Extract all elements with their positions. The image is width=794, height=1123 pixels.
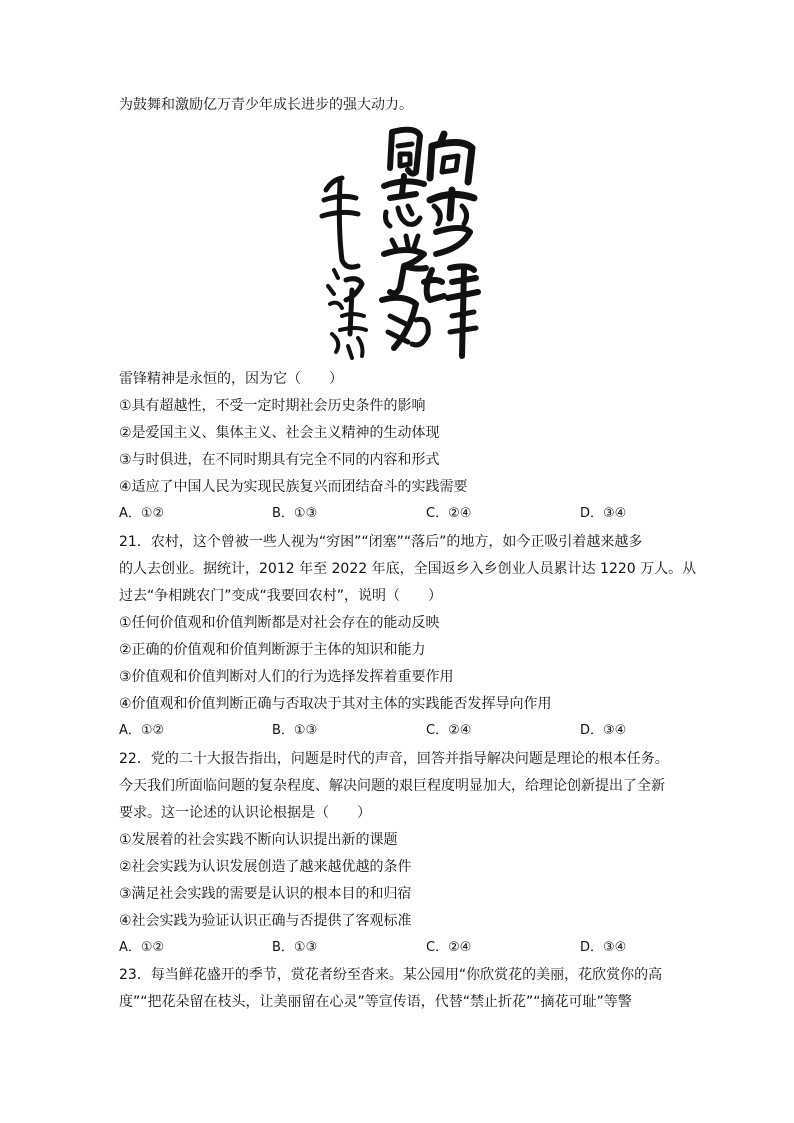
q20-item-1: ①具有超越性，不受一定时期社会历史条件的影响	[119, 398, 426, 414]
q21-item-2: ②正确的价值观和价值判断源于主体的知识和能力	[119, 642, 426, 658]
q21-item-3: ③价值观和价值判断对人们的行为选择发挥着重要作用	[119, 669, 454, 685]
calligraphy-column-signature	[322, 178, 366, 358]
q22-option-b: B．①③	[272, 940, 318, 955]
q21-stem-line-3: 过去“争相跳农门”变成“我要回农村”，说明（ ）	[119, 588, 443, 604]
calligraphy-image	[312, 120, 488, 360]
q20-item-2: ②是爱国主义、集体主义、社会主义精神的生动体现	[119, 425, 440, 441]
q23-stem-line-1: 23．每当鲜花盛开的季节，赏花者纷至沓来。某公园用“你欣赏花的美丽，花欣赏你的高	[119, 967, 663, 983]
q22-option-a: A．①②	[119, 940, 165, 955]
q22-item-1: ①发展着的社会实践不断向认识提出新的课题	[119, 832, 398, 848]
q21-options	[119, 722, 679, 740]
intro-line: 为鼓舞和激励亿万青少年成长进步的强大动力。	[119, 97, 413, 113]
q22-stem-line-1: 22．党的二十大报告指出，问题是时代的声音，回答并指导解决问题是理论的根本任务。	[119, 751, 669, 767]
q22-item-4: ④社会实践为验证认识正确与否提供了客观标准	[119, 913, 412, 929]
q20-options	[119, 505, 679, 523]
q21-item-1: ①任何价值观和价值判断都是对社会存在的能动反映	[119, 615, 440, 631]
q20-option-c: C．②④	[426, 506, 472, 521]
q20-item-3: ③与时俱进，在不同时期具有完全不同的内容和形式	[119, 452, 440, 468]
q21-item-4: ④价值观和价值判断正确与否取决于其对主体的实践能否发挥导向作用	[119, 696, 552, 712]
q22-stem-line-3: 要求。这一论述的认识论根据是（ ）	[119, 805, 371, 821]
q21-option-d: D．③④	[580, 723, 627, 738]
calligraphy-column-right	[424, 134, 478, 356]
q22-stem-line-2: 今天我们所面临问题的复杂程度、解决问题的艰巨程度明显加大，给理论创新提出了全新	[119, 778, 665, 794]
q21-option-a: A．①②	[119, 723, 165, 738]
q21-option-b: B．①③	[272, 723, 318, 738]
q20-item-4: ④适应了中国人民为实现民族复兴而团结奋斗的实践需要	[119, 479, 468, 495]
q20-option-d: D．③④	[580, 506, 627, 521]
q22-item-3: ③满足社会实践的需要是认识的根本目的和归宿	[119, 886, 412, 902]
q22-options	[119, 939, 679, 957]
q22-option-c: C．②④	[426, 940, 472, 955]
q22-option-d: D．③④	[580, 940, 627, 955]
q20-stem: 雷锋精神是永恒的，因为它（ ）	[119, 371, 343, 387]
q21-stem-line-1: 21．农村，这个曾被一些人视为“穷困”“闭塞”“落后”的地方，如今正吸引着越来越多	[119, 534, 643, 550]
q20-option-b: B．①③	[272, 506, 318, 521]
calligraphy-column-middle	[382, 130, 428, 348]
q21-stem-line-2: 的人去创业。据统计，2012 年至 2022 年底，全国返乡入乡创业人员累计达 1220 万人。从	[119, 561, 697, 577]
q23-stem-line-2: 度”“把花朵留在枝头，让美丽留在心灵”等宣传语，代替“禁止折花”“摘花可耻”等警	[119, 994, 632, 1010]
q20-option-a: A．①②	[119, 506, 165, 521]
q22-item-2: ②社会实践为认识发展创造了越来越优越的条件	[119, 859, 412, 875]
q21-option-c: C．②④	[426, 723, 472, 738]
